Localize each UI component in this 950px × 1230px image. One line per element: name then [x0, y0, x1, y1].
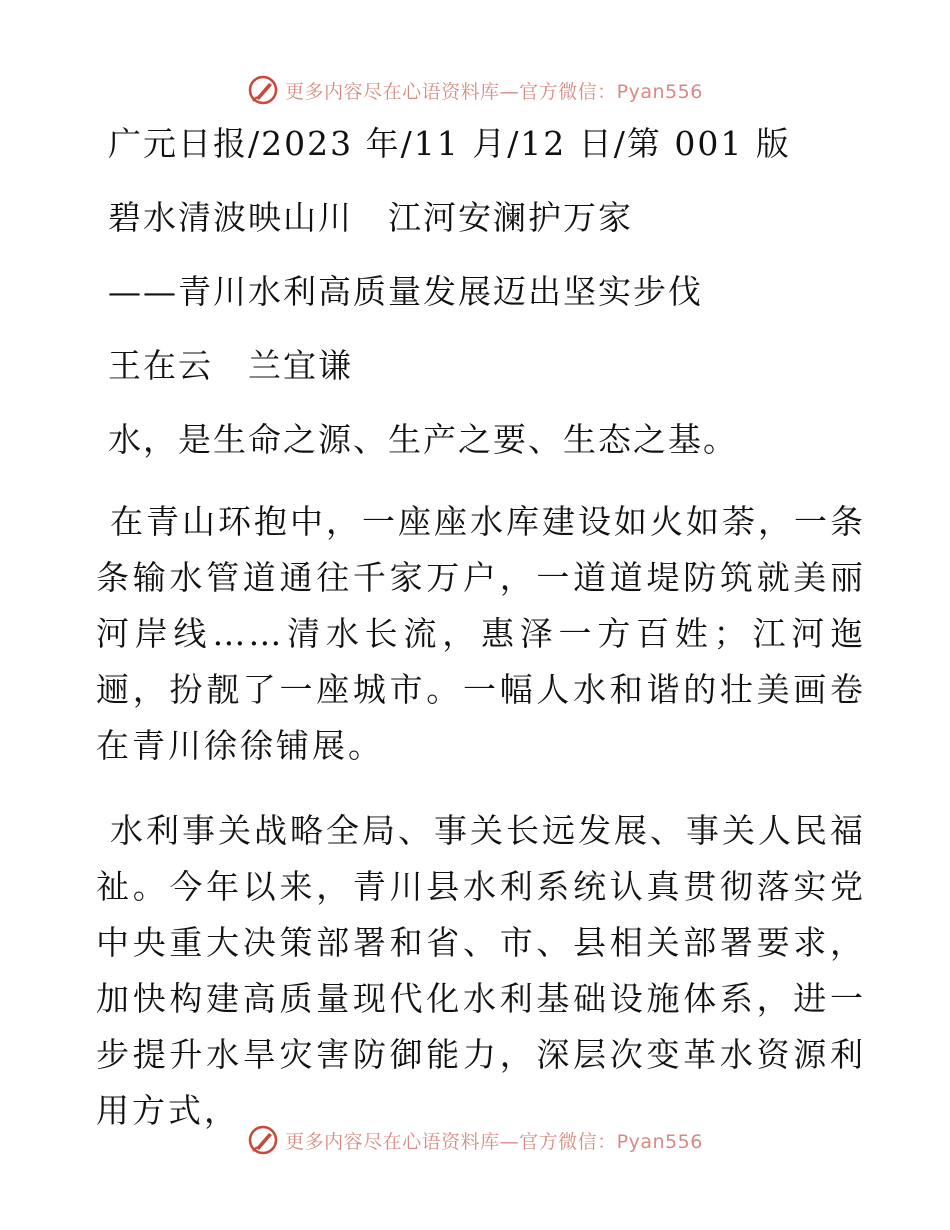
article-title: 碧水清波映山川 江河安澜护万家	[108, 198, 633, 237]
article-authors: 王在云 兰宜谦	[108, 346, 353, 385]
paragraph-3	[96, 803, 866, 1139]
quill-logo-icon	[247, 1124, 279, 1156]
watermark-text: 更多内容尽在心语资料库—官方微信：Pyan556	[285, 80, 703, 103]
quill-logo-icon	[247, 74, 279, 106]
watermark-top	[0, 70, 950, 110]
paragraph-1: 水，是生命之源、生产之要、生态之基。	[108, 420, 738, 459]
watermark-text: 更多内容尽在心语资料库—官方微信：Pyan556	[285, 1130, 703, 1153]
watermark-bottom	[0, 1120, 950, 1160]
article-subtitle: ——青川水利高质量发展迈出坚实步伐	[108, 272, 703, 311]
paragraph-2-text: 在青山环抱中，一座座水库建设如火如荼，一条条输水管道通往千家万户，一道道堤防筑就美丽河岸线……清水长流，惠泽一方百姓；江河迤逦，扮靓了一座城市。一幅人水和谐的壮美画卷在青川徐徐铺展。	[96, 502, 866, 765]
masthead: 广元日报/2023 年/11 月/12 日/第 001 版	[108, 124, 791, 163]
paragraph-3-text: 水利事关战略全局、事关长远发展、事关人民福祉。今年以来，青川县水利系统认真贯彻落实党中央重大决策部署和省、市、县相关部署要求，加快构建高质量现代化水利基础设施体系，进一步提升水旱灾害防御能力，深层次变革水资源利用方式，	[96, 811, 866, 1130]
paragraph-2	[96, 494, 866, 774]
